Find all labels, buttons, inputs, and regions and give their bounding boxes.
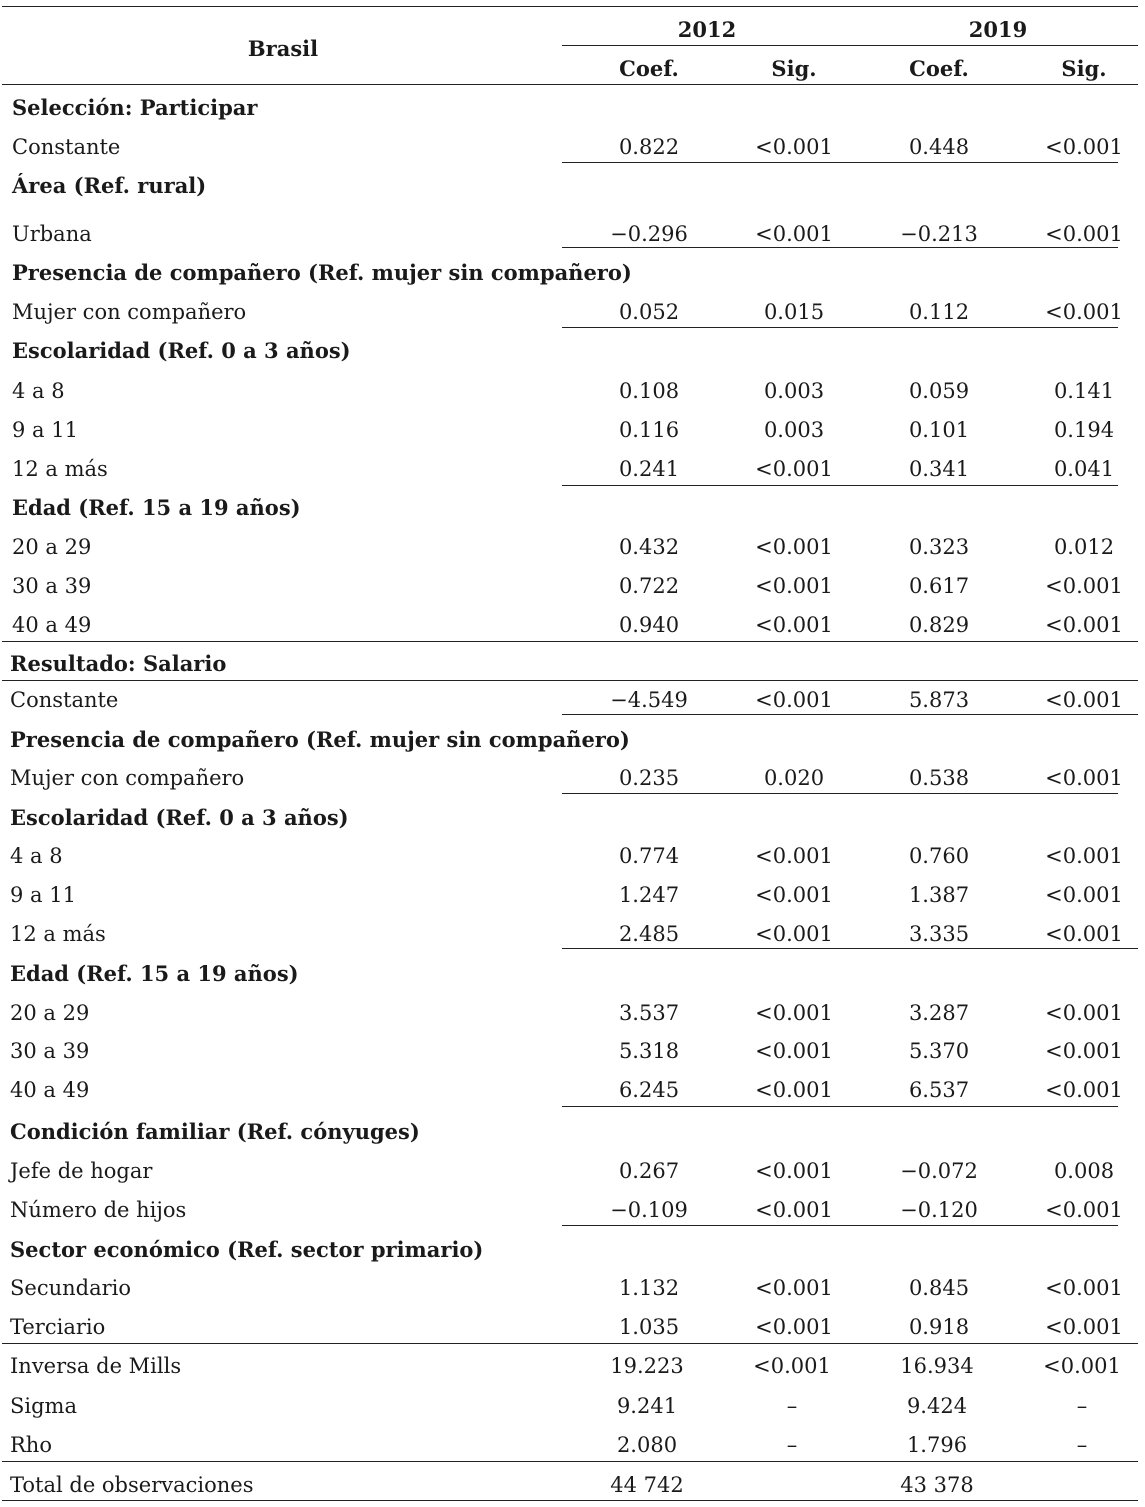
row-label: 20 a 29 — [12, 535, 92, 559]
table-cell: −0.296 — [610, 222, 688, 246]
table-cell: 0.012 — [1053, 535, 1115, 559]
header-year-2019: 2019 — [968, 17, 1028, 42]
table-cell: <0.001 — [755, 135, 833, 159]
table-cell: 0.235 — [618, 766, 680, 790]
table-cell: <0.001 — [755, 1039, 833, 1063]
rule-section-bottom — [562, 1225, 1118, 1226]
table-cell: 0.341 — [908, 457, 970, 481]
table-cell: <0.001 — [1045, 300, 1123, 324]
rule-top — [2, 6, 1138, 7]
table-cell: 0.052 — [618, 300, 680, 324]
rule-header-bottom — [2, 84, 1138, 85]
table-cell: <0.001 — [1045, 135, 1123, 159]
table-cell: 0.822 — [618, 135, 680, 159]
footer-cell: 43 378 — [900, 1473, 974, 1497]
row-label: 30 a 39 — [10, 1039, 90, 1063]
table-cell: <0.001 — [1045, 922, 1123, 946]
table-cell: 0.108 — [618, 379, 680, 403]
section-title: Resultado: Salario — [10, 651, 227, 676]
footer-cell: 1.796 — [906, 1433, 968, 1457]
footer-cell: – — [1076, 1433, 1088, 1457]
footer-cell: – — [1076, 1394, 1088, 1418]
table-cell: 0.008 — [1053, 1159, 1115, 1183]
table-cell: 0.323 — [908, 535, 970, 559]
footer-cell: – — [786, 1433, 798, 1457]
table-cell: <0.001 — [755, 844, 833, 868]
table-cell: 0.141 — [1053, 379, 1115, 403]
table-cell: −0.109 — [610, 1198, 688, 1222]
footer-row-label: Rho — [10, 1433, 52, 1457]
rule-footer — [2, 1461, 1138, 1462]
table-cell: 3.537 — [618, 1001, 680, 1025]
footer-cell: 19.223 — [610, 1354, 684, 1378]
rule-footer — [2, 1500, 1138, 1501]
table-cell: <0.001 — [755, 457, 833, 481]
table-cell: 5.318 — [618, 1039, 680, 1063]
table-cell: 0.845 — [908, 1276, 970, 1300]
row-label: 4 a 8 — [12, 379, 65, 403]
table-cell: 6.537 — [908, 1078, 970, 1102]
table-cell: <0.001 — [1045, 1198, 1123, 1222]
table-cell: 1.035 — [618, 1315, 680, 1339]
footer-row-label: Inversa de Mills — [10, 1354, 182, 1378]
table-cell: <0.001 — [1045, 1001, 1123, 1025]
table-cell: 0.829 — [908, 613, 970, 637]
table-cell: 0.241 — [618, 457, 680, 481]
table-cell: 0.722 — [618, 574, 680, 598]
section-title: Escolaridad (Ref. 0 a 3 años) — [10, 805, 349, 830]
row-label: 40 a 49 — [10, 1078, 90, 1102]
row-label: Número de hijos — [10, 1198, 187, 1222]
rule-section-bottom — [2, 641, 1138, 642]
table-cell: 0.448 — [908, 135, 970, 159]
row-label: 20 a 29 — [10, 1001, 90, 1025]
rule-section-bottom — [562, 247, 1118, 248]
table-cell: 6.245 — [618, 1078, 680, 1102]
table-cell: <0.001 — [755, 1159, 833, 1183]
header-region: Brasil — [247, 36, 319, 61]
row-label: 12 a más — [12, 457, 108, 481]
table-cell: <0.001 — [755, 688, 833, 712]
rule-section-bottom — [562, 948, 1138, 949]
table-cell: −4.549 — [610, 688, 688, 712]
table-cell: <0.001 — [1045, 613, 1123, 637]
table-cell: 0.116 — [618, 418, 680, 442]
rule-year-span — [562, 45, 1138, 46]
rule-section-bottom — [562, 714, 1138, 715]
section-title: Edad (Ref. 15 a 19 años) — [12, 495, 301, 520]
table-cell: 1.247 — [618, 883, 680, 907]
table-cell: <0.001 — [1045, 574, 1123, 598]
footer-cell: 9.424 — [906, 1394, 968, 1418]
row-label: Secundario — [10, 1276, 131, 1300]
table-cell: <0.001 — [755, 574, 833, 598]
footer-cell: 16.934 — [900, 1354, 974, 1378]
row-label: Constante — [10, 688, 119, 712]
row-label: 40 a 49 — [12, 613, 92, 637]
table-cell: 0.617 — [908, 574, 970, 598]
rule-section-bottom — [562, 793, 1118, 794]
table-cell: 2.485 — [618, 922, 680, 946]
table-cell: 0.112 — [908, 300, 970, 324]
row-label: Jefe de hogar — [10, 1159, 153, 1183]
footer-cell: – — [786, 1394, 798, 1418]
table-cell: 1.387 — [908, 883, 970, 907]
row-label: 4 a 8 — [10, 844, 63, 868]
table-cell: 3.335 — [908, 922, 970, 946]
table-cell: <0.001 — [1045, 883, 1123, 907]
rule-section-bottom — [562, 1106, 1118, 1107]
header-coef-2012: Coef. — [619, 56, 679, 81]
table-cell: 0.015 — [763, 300, 825, 324]
footer-cell: <0.001 — [753, 1354, 831, 1378]
table-cell: <0.001 — [1045, 1315, 1123, 1339]
table-cell: −0.213 — [900, 222, 978, 246]
footer-row-label: Sigma — [10, 1394, 77, 1418]
section-title: Escolaridad (Ref. 0 a 3 años) — [12, 338, 351, 363]
section-title: Condición familiar (Ref. cónyuges) — [10, 1119, 420, 1144]
table-cell: <0.001 — [1045, 1276, 1123, 1300]
section-title: Edad (Ref. 15 a 19 años) — [10, 961, 299, 986]
section-title: Selección: Participar — [12, 95, 258, 120]
table-cell: 0.432 — [618, 535, 680, 559]
table-cell: 0.059 — [908, 379, 970, 403]
rule-section-bottom — [562, 162, 1118, 163]
row-label: Urbana — [12, 222, 92, 246]
table-cell: 0.774 — [618, 844, 680, 868]
row-label: 9 a 11 — [10, 883, 76, 907]
row-label: 9 a 11 — [12, 418, 78, 442]
table-cell: 0.003 — [763, 379, 825, 403]
table-cell: <0.001 — [755, 1198, 833, 1222]
table-cell: <0.001 — [1045, 1078, 1123, 1102]
rule-section-bottom — [2, 1343, 1138, 1344]
table-cell: <0.001 — [755, 922, 833, 946]
table-cell: <0.001 — [755, 1078, 833, 1102]
table-cell: 0.194 — [1053, 418, 1115, 442]
table-cell: <0.001 — [755, 1315, 833, 1339]
table-cell: 0.940 — [618, 613, 680, 637]
table-cell: 0.267 — [618, 1159, 680, 1183]
section-title: Sector económico (Ref. sector primario) — [10, 1237, 484, 1262]
header-sig-2019: Sig. — [1061, 56, 1107, 81]
section-title: Presencia de compañero (Ref. mujer sin compañero) — [12, 260, 632, 285]
table-cell: 0.918 — [908, 1315, 970, 1339]
table-cell: 0.041 — [1053, 457, 1115, 481]
table-cell: 3.287 — [908, 1001, 970, 1025]
table-cell: 0.101 — [908, 418, 970, 442]
footer-row-label: Total de observaciones — [10, 1473, 254, 1497]
rule-section-bottom — [562, 327, 1118, 328]
table-cell: 0.020 — [763, 766, 825, 790]
row-label: Mujer con compañero — [10, 766, 245, 790]
row-label: Terciario — [10, 1315, 106, 1339]
header-sig-2012: Sig. — [771, 56, 817, 81]
table-cell: <0.001 — [1045, 688, 1123, 712]
row-label: 12 a más — [10, 922, 106, 946]
table-cell: 0.003 — [763, 418, 825, 442]
rule-section-top — [2, 680, 1138, 681]
table-cell: <0.001 — [755, 222, 833, 246]
rule-section-bottom — [562, 485, 1118, 486]
footer-cell: 9.241 — [616, 1394, 678, 1418]
section-title: Área (Ref. rural) — [12, 173, 207, 198]
table-cell: <0.001 — [755, 1001, 833, 1025]
table-cell: <0.001 — [1045, 844, 1123, 868]
table-cell: 0.538 — [908, 766, 970, 790]
table-cell: −0.072 — [900, 1159, 978, 1183]
header-year-2012: 2012 — [677, 17, 737, 42]
table-cell: −0.120 — [900, 1198, 978, 1222]
table-cell: <0.001 — [755, 883, 833, 907]
table-cell: <0.001 — [1045, 1039, 1123, 1063]
section-title: Presencia de compañero (Ref. mujer sin compañero) — [10, 727, 630, 752]
row-label: 30 a 39 — [12, 574, 92, 598]
footer-cell: 2.080 — [616, 1433, 678, 1457]
footer-cell: <0.001 — [1043, 1354, 1121, 1378]
row-label: Constante — [12, 135, 121, 159]
table-cell: 1.132 — [618, 1276, 680, 1300]
footer-cell: 44 742 — [610, 1473, 684, 1497]
table-cell: <0.001 — [755, 1276, 833, 1300]
table-cell: 5.370 — [908, 1039, 970, 1063]
table-cell: 0.760 — [908, 844, 970, 868]
table-cell: <0.001 — [755, 535, 833, 559]
table-cell: <0.001 — [755, 613, 833, 637]
header-coef-2019: Coef. — [909, 56, 969, 81]
table-cell: 5.873 — [908, 688, 970, 712]
table-cell: <0.001 — [1045, 222, 1123, 246]
row-label: Mujer con compañero — [12, 300, 247, 324]
table-cell: <0.001 — [1045, 766, 1123, 790]
